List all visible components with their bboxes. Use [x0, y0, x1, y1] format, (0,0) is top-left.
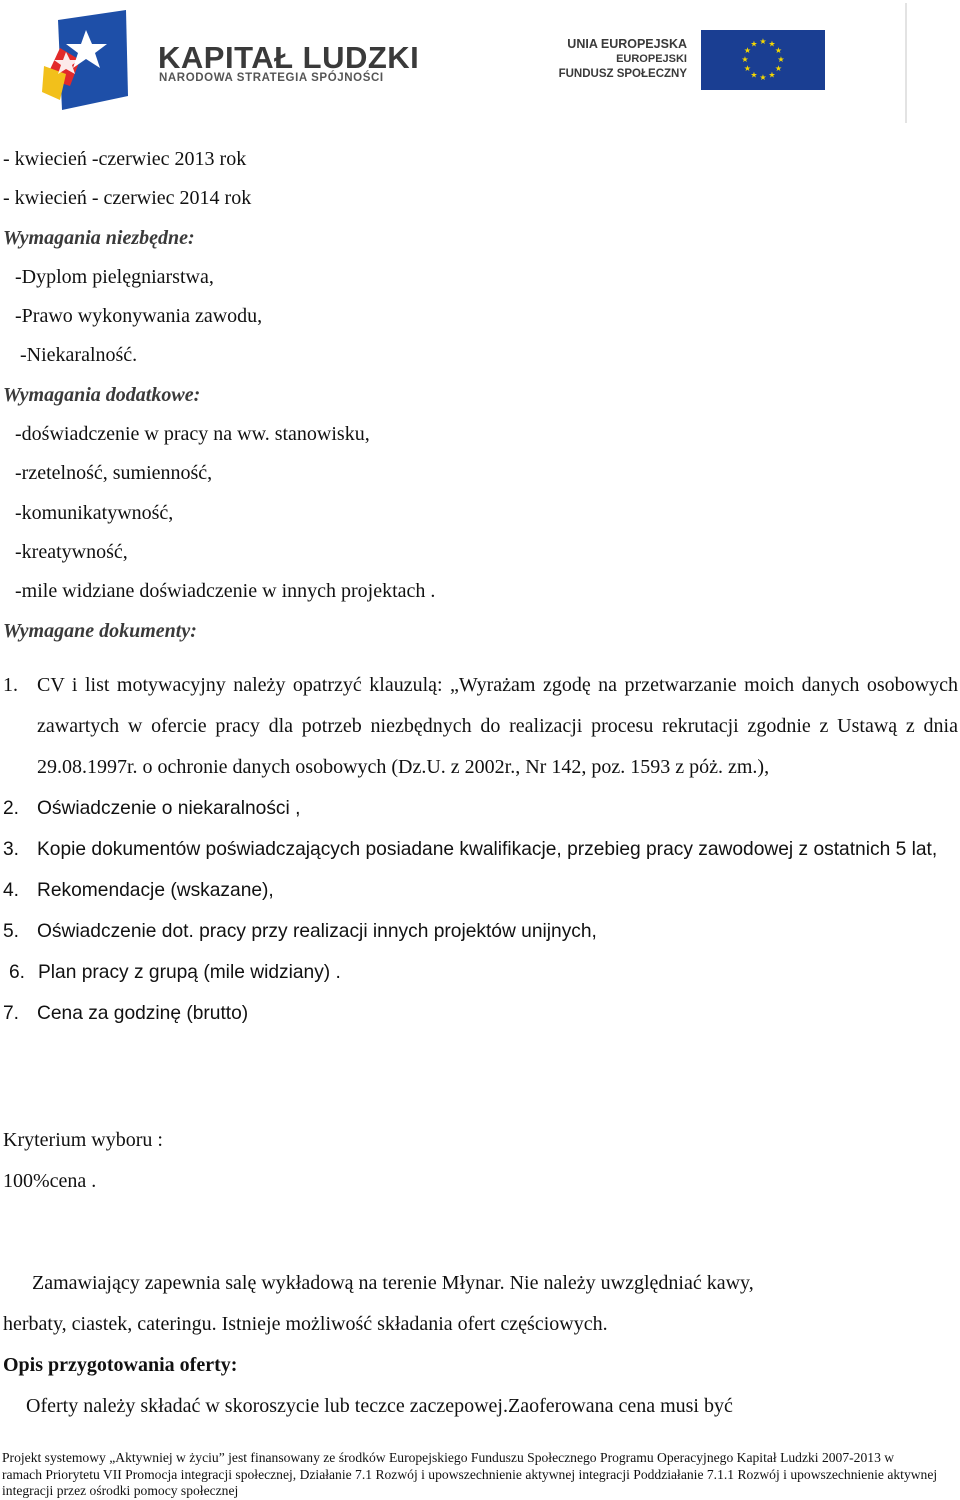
period-2014: - kwiecień - czerwiec 2014 rok	[3, 187, 252, 210]
required-item: -Dyplom pielęgniarstwa,	[15, 265, 214, 288]
list-item-number: 6.	[9, 962, 26, 983]
svg-text:★: ★	[750, 39, 758, 49]
criteria-section	[3, 1120, 958, 1202]
list-item	[3, 665, 958, 788]
criteria-label: Kryterium wyboru :	[3, 1129, 163, 1151]
list-item-number: 2.	[3, 798, 20, 819]
svg-text:★: ★	[750, 70, 758, 80]
list-item-number: 5.	[3, 921, 20, 942]
svg-text:★: ★	[768, 70, 776, 80]
offer-preparation-heading: Opis przygotowania oferty:	[3, 1354, 238, 1376]
additional-heading: Wymagania dodatkowe:	[3, 383, 201, 406]
footer-line: ramach Priorytetu VII Promocja integracji społecznej, Działanie 7.1 Rozwój i upowszechnienie aktywnej integracji Poddziałanie 7.1.1 Rozwój i upowszechnienie aktywnej	[2, 1466, 938, 1482]
list-item-text: Plan pracy z grupą (mile widziany) .	[38, 962, 341, 983]
criteria-value: 100%cena .	[3, 1170, 97, 1192]
list-item	[3, 829, 958, 870]
list-item-text: Oświadczenie o niekaralności ,	[37, 798, 301, 819]
footer-line: Projekt systemowy „Aktywniej w życiu” jest finansowany ze środków Europejskiego Funduszu Społecznego Programu Operacyjnego Kapitał Ludzki 2007-2013 w	[2, 1450, 895, 1465]
list-item	[3, 952, 958, 993]
paragraph-line: Zamawiający zapewnia salę wykładową na terenie Młynar. Nie należy uwzględniać kawy,	[32, 1272, 754, 1294]
svg-text:★: ★	[743, 46, 752, 55]
list-item-text: CV i list motywacyjny należy opatrzyć klauzulą: „Wyrażam zgodę na przetwarzanie moich danych osobowych zawartych w ofercie pracy dla potrzeb niezbędnych do realizacji procesu rekrutacji zgodnie z Ustawą z dnia 29.08.1997r. o ochronie danych osobowych (Dz.U. z 2002r., Nr 142, poz. 1593 z póż. zm.),	[37, 674, 958, 778]
kapital-ludzki-subtitle: NARODOWA STRATEGIA SPÓJNOŚCI	[159, 72, 384, 84]
eu-flag-icon	[701, 30, 825, 90]
list-item-number: 4.	[3, 880, 20, 901]
requirements-section	[3, 143, 958, 654]
list-item-text: Rekomendacje (wskazane),	[37, 880, 274, 901]
svg-text:★: ★	[777, 55, 785, 64]
svg-text:★: ★	[759, 37, 767, 46]
required-item: -Prawo wykonywania zawodu,	[15, 305, 263, 328]
svg-text:★: ★	[741, 55, 749, 64]
list-item-text: Cena za godzinę (brutto)	[37, 1003, 249, 1024]
page-header	[0, 0, 960, 125]
kapital-ludzki-logo	[40, 8, 130, 110]
list-item	[3, 993, 958, 1034]
required-heading: Wymagania niezbędne:	[3, 226, 195, 249]
list-item-text: Oświadczenie dot. pracy przy realizacji innych projektów unijnych,	[37, 921, 597, 942]
kapital-ludzki-title: KAPITAŁ LUDZKI	[158, 40, 420, 75]
paragraph-line: Oferty należy składać w skoroszycie lub teczce zaczepowej.Zaoferowana cena musi być	[26, 1395, 733, 1417]
required-item: -Niekaralność.	[20, 344, 138, 367]
additional-item: -komunikatywność,	[15, 501, 174, 524]
additional-item: -doświadczenie w pracy na ww. stanowisku,	[15, 423, 370, 446]
list-item	[3, 788, 958, 829]
list-item-text: Kopie dokumentów poświadczających posiadane kwalifikacje, przebieg pracy zawodowej z ostatnich 5 lat,	[37, 839, 938, 860]
paragraph-line: herbaty, ciastek, cateringu. Istnieje możliwość składania ofert częściowych.	[3, 1313, 608, 1335]
svg-text:★: ★	[759, 73, 767, 82]
list-item-number: 1.	[3, 674, 18, 696]
additional-item: -kreatywność,	[15, 540, 128, 563]
footer-line: integracji przez ośrodki pomocy społecznej	[2, 1483, 239, 1498]
offer-description	[3, 1263, 958, 1427]
period-2013: - kwiecień -czerwiec 2013 rok	[3, 148, 247, 170]
eu-label-european: EUROPEJSKI	[616, 53, 687, 65]
list-item	[3, 870, 958, 911]
svg-text:★: ★	[743, 64, 752, 73]
documents-list	[3, 665, 958, 1034]
list-item-number: 3.	[3, 839, 20, 860]
svg-text:★: ★	[774, 46, 783, 55]
list-item	[3, 911, 958, 952]
eu-label-fund: FUNDUSZ SPOŁECZNY	[558, 68, 687, 80]
list-item-number: 7.	[3, 1003, 20, 1024]
additional-item: -rzetelność, sumienność,	[15, 462, 213, 485]
additional-item: -mile widziane doświadczenie w innych projektach .	[15, 580, 436, 603]
svg-text:★: ★	[768, 39, 776, 49]
header-divider	[905, 3, 907, 123]
svg-text:★: ★	[774, 64, 783, 73]
eu-label-union: UNIA EUROPEJSKA	[567, 37, 687, 51]
documents-heading: Wymagane dokumenty:	[3, 619, 197, 642]
page-footer	[2, 1450, 958, 1500]
